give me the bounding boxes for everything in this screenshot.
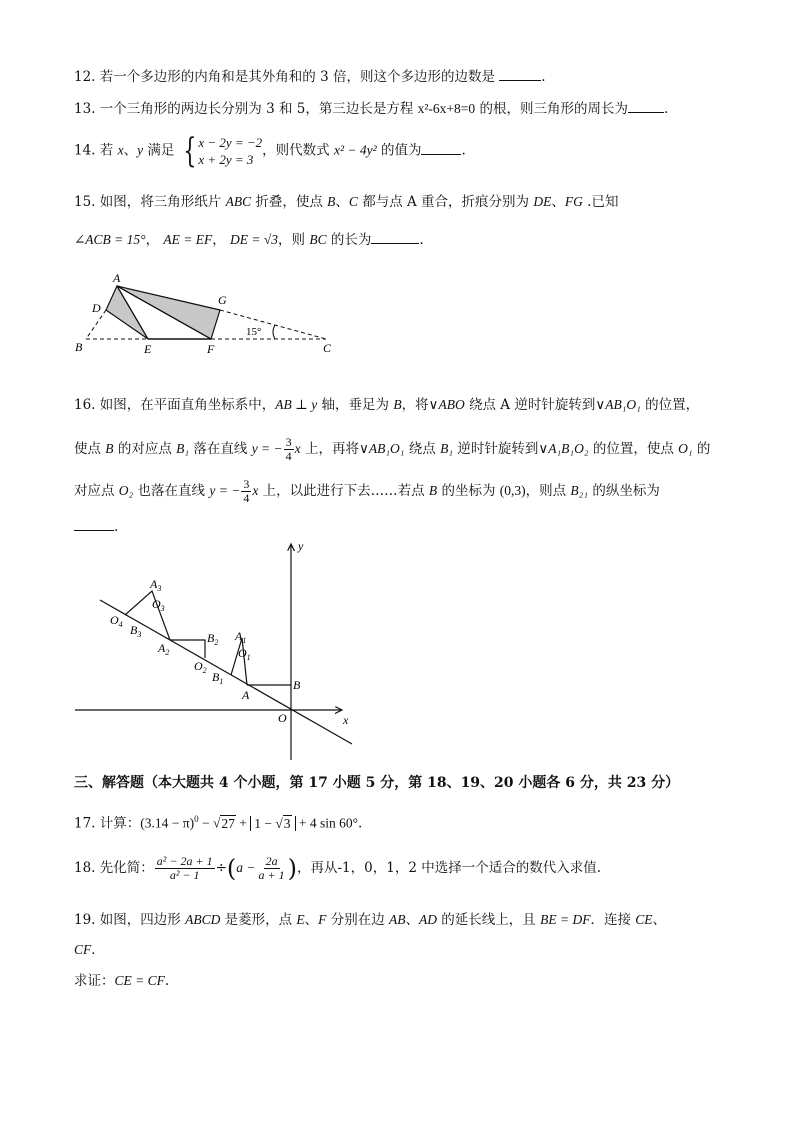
text: 的长为 xyxy=(326,232,372,248)
label-b3-letter: B xyxy=(130,623,138,637)
label-b1-letter: B xyxy=(212,670,220,684)
equation: x²-6x+8=0 xyxy=(417,101,476,116)
period: . xyxy=(419,232,424,248)
text: 都与点 A 重合，折痕分别为 xyxy=(357,194,534,210)
figure-16 xyxy=(70,538,370,763)
section-3-heading: 三、解答题（本大题共 4 个小题，第 17 小题 5 分，第 18、19、20 小题各 6 分，共 23 分） xyxy=(74,775,680,791)
text: 绕点 xyxy=(404,441,441,457)
label-o1 xyxy=(238,646,251,662)
line-y-neg-3-4-x xyxy=(100,600,352,744)
text: 的延长线上，且 xyxy=(437,912,541,928)
label-o3 xyxy=(152,597,165,613)
text: 若 xyxy=(99,142,118,159)
math: BE = DF xyxy=(540,912,591,927)
math: DE xyxy=(533,194,552,209)
math: ABCD xyxy=(185,912,221,927)
numerator: a² − 2a + 1 xyxy=(156,854,213,868)
math: x xyxy=(252,483,259,498)
period: . xyxy=(596,860,602,876)
text: .已知 xyxy=(582,194,619,210)
question-19-line-3 xyxy=(74,971,169,991)
period: . xyxy=(541,69,546,85)
text: 的位置， xyxy=(640,397,700,413)
label-b1 xyxy=(212,670,223,686)
radicand: 27 xyxy=(221,815,235,831)
question-number: 18. xyxy=(74,860,96,876)
question-number: 15. xyxy=(74,194,96,210)
question-16-line-2 xyxy=(74,436,710,463)
text: ．连接 xyxy=(590,912,636,928)
math: E xyxy=(296,912,305,927)
question-17 xyxy=(74,809,362,834)
math: ABC xyxy=(225,194,252,209)
paren-open: ( xyxy=(226,854,237,883)
label-b2 xyxy=(207,631,218,647)
text: 、 xyxy=(551,194,565,210)
text: 的 xyxy=(692,441,711,457)
math: B xyxy=(393,397,402,412)
text: 计算： xyxy=(99,815,141,832)
var-y: y xyxy=(137,142,144,158)
text: 绕点 A 逆时针旋转到∨ xyxy=(464,397,606,413)
label-o3-subscript: 3 xyxy=(160,604,165,613)
question-text: 一个三角形的两边长分别为 3 和 5，第三边长是方程 xyxy=(99,101,418,117)
question-19-line-1 xyxy=(74,910,666,930)
denominator: a + 1 xyxy=(258,868,285,882)
label-g: G xyxy=(218,293,227,307)
label-o4 xyxy=(110,613,123,629)
math: O₁ xyxy=(678,441,693,456)
text: 也落在直线 xyxy=(133,483,210,499)
math: x xyxy=(294,441,301,456)
label-b: B xyxy=(293,678,301,692)
math: B₂₁ xyxy=(570,483,589,498)
question-number: 19. xyxy=(74,912,96,928)
text: 折叠，使点 xyxy=(251,194,328,210)
math: y = − xyxy=(251,441,283,456)
label-b3 xyxy=(130,623,141,639)
math: y = − xyxy=(209,483,241,498)
angle-label: 15° xyxy=(246,326,262,338)
fraction-2 xyxy=(257,855,287,882)
paren-close: ) xyxy=(287,854,297,883)
label-d: D xyxy=(92,301,101,315)
label-f: F xyxy=(207,342,215,356)
label-a2 xyxy=(157,641,169,657)
math: F xyxy=(318,912,327,927)
text: 的纵坐标为 xyxy=(588,483,660,499)
answer-blank[interactable] xyxy=(499,66,541,81)
label-a1 xyxy=(234,629,246,645)
brace: { xyxy=(183,131,196,171)
label-o1-subscript: 1 xyxy=(246,653,251,662)
math: C xyxy=(348,194,358,209)
question-12 xyxy=(74,66,546,87)
math: AB₁O₁ xyxy=(605,397,641,412)
label-o2-letter: O xyxy=(194,659,203,673)
math: 1 − √ xyxy=(254,815,283,831)
question-16-line-1 xyxy=(74,395,699,415)
math: AB xyxy=(389,912,406,927)
question-number: 17. xyxy=(74,815,96,832)
math: AB ⊥ y xyxy=(275,397,318,412)
answer-blank[interactable] xyxy=(421,140,461,155)
math: FG xyxy=(564,194,583,209)
label-a2-subscript: 2 xyxy=(165,648,170,657)
text: 上，再将∨ xyxy=(300,441,369,457)
text: 、 xyxy=(652,912,667,928)
label-o2-subscript: 2 xyxy=(202,666,207,675)
text: ，再从-1，0，1，2 中选择一个适合的数代入求值 xyxy=(297,860,597,876)
text: 的坐标为 xyxy=(437,483,500,499)
period: . xyxy=(114,519,119,535)
question-18 xyxy=(74,855,601,882)
question-text: 的根，则三角形的周长为 xyxy=(475,101,628,117)
text: 、 xyxy=(405,912,420,928)
math: AE = EF xyxy=(163,232,213,247)
label-a: A xyxy=(113,271,121,285)
question-number: 12. xyxy=(74,69,96,85)
label-o1-letter: O xyxy=(238,646,247,660)
math: (3.14 − π) xyxy=(140,815,195,831)
text: 逆时针旋转到∨ xyxy=(453,441,549,457)
period: . xyxy=(358,815,363,832)
question-16-line-4 xyxy=(74,516,118,537)
text: 上，以此进行下去……若点 xyxy=(258,483,429,499)
fraction-1 xyxy=(155,855,215,882)
fraction-3-4 xyxy=(284,436,294,463)
label-o: O xyxy=(278,711,287,725)
text: 如图，在平面直角坐标系中， xyxy=(99,397,276,413)
math: AD xyxy=(419,912,438,927)
text: 的值为 xyxy=(376,142,422,159)
text: 对应点 xyxy=(74,483,119,499)
radicand: 3 xyxy=(283,815,291,831)
equation-system xyxy=(179,131,263,171)
math: CE xyxy=(635,912,653,927)
text: 是菱形，点 xyxy=(220,912,297,928)
period: . xyxy=(461,142,466,159)
text: 、 xyxy=(335,194,349,210)
fraction-3-4 xyxy=(241,478,251,505)
math: DE = √3 xyxy=(230,232,279,247)
question-15-line-2 xyxy=(74,229,424,250)
math: CE = CF xyxy=(114,973,165,988)
text: 分别在边 xyxy=(326,912,390,928)
period: . xyxy=(663,101,669,117)
math: − √ xyxy=(198,815,221,831)
label-o2 xyxy=(194,659,207,675)
math: + xyxy=(235,815,251,831)
math: (0,3) xyxy=(499,483,526,498)
answer-blank[interactable] xyxy=(74,516,114,531)
question-number: 13. xyxy=(74,101,96,117)
label-a1-letter: A xyxy=(235,629,243,643)
absolute-value xyxy=(250,816,295,831)
period: . xyxy=(164,973,170,989)
text: 轴，垂足为 xyxy=(317,397,394,413)
math: B xyxy=(105,441,114,456)
text: ，则点 xyxy=(525,483,571,499)
text: ， xyxy=(145,232,164,248)
numerator: 3 xyxy=(243,477,250,491)
text: 的位置，使点 xyxy=(588,441,679,457)
angle-arc xyxy=(273,325,275,339)
math: + 4 sin 60° xyxy=(295,815,359,831)
math: a − xyxy=(236,860,256,875)
label-a1-subscript: 1 xyxy=(242,636,247,645)
label-y: y xyxy=(298,539,304,553)
equation-1: x − 2y = −2 xyxy=(198,135,263,150)
question-number: 16. xyxy=(74,397,96,413)
math: ∠ACB = 15° xyxy=(74,232,146,247)
text: 先化简： xyxy=(99,860,154,876)
question-14 xyxy=(74,131,466,171)
text: 如图，将三角形纸片 xyxy=(99,194,226,210)
denominator: 4 xyxy=(243,491,250,505)
text: ，将∨ xyxy=(401,397,439,413)
text: ， xyxy=(212,232,231,248)
math: BC xyxy=(309,232,327,247)
label-c: C xyxy=(323,341,332,355)
numerator: 3 xyxy=(285,435,292,449)
label-a2-letter: A xyxy=(158,641,166,655)
math: A₁B₁O₂ xyxy=(548,441,589,456)
period: ． xyxy=(91,942,105,958)
text: 如图，四边形 xyxy=(99,912,186,928)
label-b2-letter: B xyxy=(207,631,215,645)
question-19-line-2 xyxy=(74,940,105,960)
text: 求证： xyxy=(74,973,115,989)
label-b1-subscript: 1 xyxy=(219,677,224,686)
text: 、 xyxy=(304,912,319,928)
text: 落在直线 xyxy=(189,441,252,457)
math: B₁ xyxy=(440,441,454,456)
exponent: 0 xyxy=(194,814,199,824)
equation-2: x + 2y = 3 xyxy=(198,152,254,167)
label-a3-letter: A xyxy=(150,577,158,591)
label-b: B xyxy=(75,340,83,354)
question-text: 若一个多边形的内角和是其外角和的 3 倍，则这个多边形的边数是 xyxy=(99,69,495,85)
math: AB₁O₁ xyxy=(368,441,405,456)
denominator: a² − 1 xyxy=(169,868,200,882)
math: B₁ xyxy=(176,441,190,456)
math: ABO xyxy=(438,397,465,412)
question-15-line-1 xyxy=(74,192,618,212)
text: 满足 xyxy=(143,142,175,159)
label-a3 xyxy=(149,577,161,593)
question-number: 14. xyxy=(74,142,96,159)
math: B xyxy=(327,194,336,209)
var-x: x xyxy=(117,142,124,158)
math: O₂ xyxy=(118,483,134,498)
text: ，则 xyxy=(278,232,310,248)
text: 、 xyxy=(123,142,138,159)
label-b3-subscript: 3 xyxy=(137,630,142,639)
answer-blank[interactable] xyxy=(371,229,419,244)
denominator: 4 xyxy=(285,449,292,463)
label-o3-letter: O xyxy=(152,597,161,611)
label-o4-letter: O xyxy=(110,613,119,627)
label-b2-subscript: 2 xyxy=(214,638,219,647)
label-e: E xyxy=(144,342,152,356)
answer-blank[interactable] xyxy=(628,98,664,113)
math: B xyxy=(428,483,438,498)
math: CF xyxy=(74,942,92,957)
figure-15 xyxy=(70,268,340,360)
question-13 xyxy=(74,98,668,119)
text: 的对应点 xyxy=(113,441,177,457)
label-a: A xyxy=(242,688,250,702)
expression: x² − 4y² xyxy=(333,142,377,158)
label-a3-subscript: 3 xyxy=(157,584,162,593)
question-16-line-3 xyxy=(74,478,660,505)
divide-sign: ÷ xyxy=(215,860,227,876)
label-o4-subscript: 4 xyxy=(118,620,123,629)
text: 使点 xyxy=(74,441,106,457)
text: ，则代数式 xyxy=(262,142,334,159)
numerator: 2a xyxy=(265,854,278,868)
label-x: x xyxy=(343,713,349,727)
